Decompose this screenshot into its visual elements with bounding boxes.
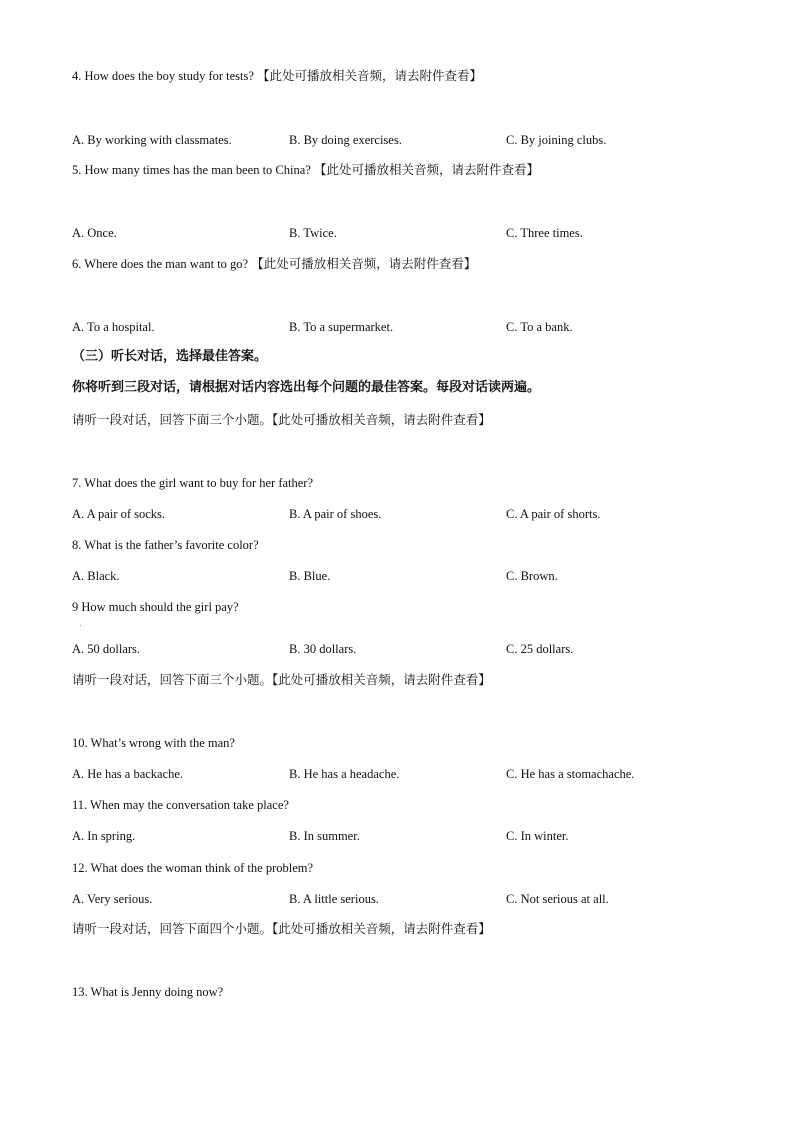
question-11: 11. When may the conversation take place? xyxy=(72,798,289,812)
question-9-mark: ． xyxy=(79,619,87,628)
option-b: B. A little serious. xyxy=(289,892,379,906)
option-c: C. To a bank. xyxy=(506,320,573,334)
question-12: 12. What does the woman think of the problem? xyxy=(72,861,314,875)
option-b: B. To a supermarket. xyxy=(289,320,394,334)
option-a: A. He has a backache. xyxy=(72,767,184,781)
question-7: 7. What does the girl want to buy for her father? xyxy=(72,476,314,490)
option-c: C. A pair of shorts. xyxy=(506,507,601,521)
option-b: B. Blue. xyxy=(289,569,331,583)
dialog-intro[interactable]: 请听一段对话，回答下面四个小题。【此处可播放相关音频，请去附件查看】 xyxy=(72,921,491,936)
audio-link[interactable]: 【此处可播放相关音频，请去附件查看】 xyxy=(257,68,483,83)
option-b: B. He has a headache. xyxy=(289,767,400,781)
option-c: C. He has a stomachache. xyxy=(506,767,635,781)
question-5 xyxy=(72,162,539,178)
question-4 xyxy=(72,68,482,84)
option-b: B. Twice. xyxy=(289,226,337,240)
question-8: 8. What is the father’s favorite color? xyxy=(72,538,259,552)
option-b: B. 30 dollars. xyxy=(289,642,357,656)
option-b: B. A pair of shoes. xyxy=(289,507,382,521)
dialog-intro[interactable]: 请听一段对话，回答下面三个小题。【此处可播放相关音频，请去附件查看】 xyxy=(72,672,491,687)
option-a: A. By working with classmates. xyxy=(72,133,232,147)
option-c: C. Brown. xyxy=(506,569,558,583)
option-c: C. 25 dollars. xyxy=(506,642,574,656)
option-a: A. Black. xyxy=(72,569,120,583)
section-title: （三）听长对话，选择最佳答案。 xyxy=(72,349,268,364)
option-a: A. Very serious. xyxy=(72,892,153,906)
option-c: C. Three times. xyxy=(506,226,583,240)
audio-link[interactable]: 【此处可播放相关音频，请去附件查看】 xyxy=(313,162,539,177)
question-stem: 5. How many times has the man been to China? xyxy=(72,163,311,177)
option-a: A. To a hospital. xyxy=(72,320,155,334)
question-stem: 6. Where does the man want to go? xyxy=(72,257,249,271)
section-instruction: 你将听到三段对话，请根据对话内容选出每个问题的最佳答案。每段对话读两遍。 xyxy=(72,380,541,395)
audio-link[interactable]: 【此处可播放相关音频，请去附件查看】 xyxy=(251,256,477,271)
option-c: C. In winter. xyxy=(506,829,569,843)
option-a: A. In spring. xyxy=(72,829,136,843)
option-a: A. 50 dollars. xyxy=(72,642,141,656)
option-c: C. By joining clubs. xyxy=(506,133,607,147)
question-9: 9 How much should the girl pay? xyxy=(72,600,239,614)
option-a: A. A pair of socks. xyxy=(72,507,166,521)
question-stem: 4. How does the boy study for tests? xyxy=(72,69,254,83)
option-c: C. Not serious at all. xyxy=(506,892,609,906)
option-b: B. By doing exercises. xyxy=(289,133,402,147)
option-b: B. In summer. xyxy=(289,829,360,843)
dialog-intro[interactable]: 请听一段对话，回答下面三个小题。【此处可播放相关音频，请去附件查看】 xyxy=(72,412,491,427)
question-13: 13. What is Jenny doing now? xyxy=(72,985,224,999)
question-10: 10. What’s wrong with the man? xyxy=(72,736,235,750)
option-a: A. Once. xyxy=(72,226,117,240)
question-6 xyxy=(72,256,476,272)
